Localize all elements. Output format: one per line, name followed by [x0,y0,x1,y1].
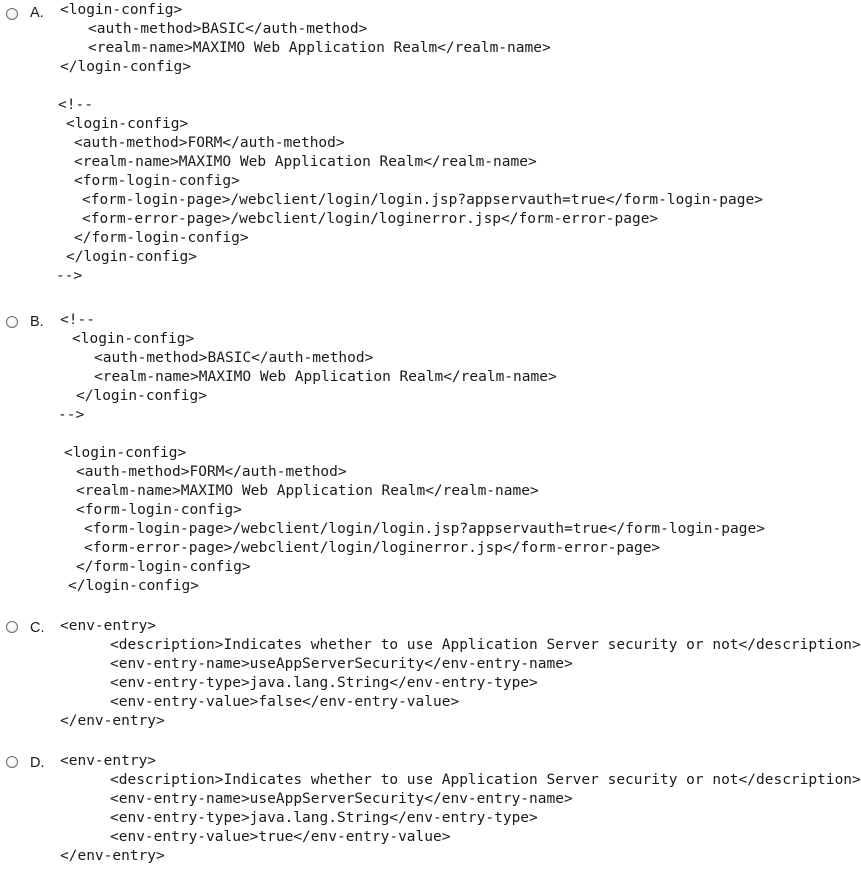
code-line: <env-entry-type>java.lang.String</env-entry-type> [110,810,538,826]
code-line: <form-login-config> [76,502,242,518]
code-line: <auth-method>BASIC</auth-method> [88,21,368,37]
code-line: <auth-method>FORM</auth-method> [74,135,345,151]
code-line: <description>Indicates whether to use Application Server security or not</description> [110,637,861,653]
radio-button-b[interactable] [6,316,18,328]
code-line: <auth-method>FORM</auth-method> [76,464,347,480]
code-line: <login-config> [64,445,187,461]
code-line: </login-config> [76,388,207,404]
answer-option-a[interactable] [0,0,763,290]
code-line: </login-config> [66,249,197,265]
code-line: </login-config> [60,59,191,75]
code-line: <form-login-page>/webclient/login/login.jsp?appservauth=true</form-login-page> [84,521,765,537]
code-line: --> [58,407,85,423]
radio-button-a[interactable] [6,8,18,20]
code-line: <realm-name>MAXIMO Web Application Realm</realm-name> [74,154,537,170]
code-line: <form-error-page>/webclient/login/loginerror.jsp</form-error-page> [82,211,659,227]
code-line: </login-config> [68,578,199,594]
code-line: </env-entry> [60,848,165,864]
code-line: <login-config> [66,116,189,132]
answer-option-c[interactable] [0,617,861,732]
code-line: <env-entry-type>java.lang.String</env-entry-type> [110,675,538,691]
code-line: <form-error-page>/webclient/login/loginerror.jsp</form-error-page> [84,540,661,556]
code-line: <description>Indicates whether to use Application Server security or not</description> [110,772,861,788]
radio-button-d[interactable] [6,756,18,768]
code-line: <login-config> [72,331,195,347]
code-line: <env-entry-value>true</env-entry-value> [110,829,451,845]
code-line: <env-entry> [60,618,157,634]
answer-option-d[interactable] [0,752,861,867]
option-letter-b: B. [30,314,44,330]
code-line: <env-entry-value>false</env-entry-value> [110,694,460,710]
code-line: <env-entry-name>useAppServerSecurity</env-entry-name> [110,656,573,672]
code-line: --> [56,268,83,284]
code-line: <!-- [60,312,95,328]
code-line: <!-- [58,97,93,113]
code-line: <realm-name>MAXIMO Web Application Realm</realm-name> [88,40,551,56]
code-line: </env-entry> [60,713,165,729]
code-line: </form-login-config> [76,559,251,575]
radio-button-c[interactable] [6,621,18,633]
option-letter-d: D. [30,755,45,771]
answer-option-b[interactable] [0,310,765,600]
code-line: <form-login-page>/webclient/login/login.jsp?appservauth=true</form-login-page> [82,192,763,208]
code-line: <env-entry> [60,753,157,769]
option-letter-c: C. [30,620,45,636]
code-line: <realm-name>MAXIMO Web Application Realm</realm-name> [76,483,539,499]
code-line: </form-login-config> [74,230,249,246]
code-line: <env-entry-name>useAppServerSecurity</env-entry-name> [110,791,573,807]
option-letter-a: A. [30,5,44,21]
code-line: <login-config> [60,2,183,18]
code-line: <form-login-config> [74,173,240,189]
code-line: <auth-method>BASIC</auth-method> [94,350,374,366]
code-line: <realm-name>MAXIMO Web Application Realm</realm-name> [94,369,557,385]
